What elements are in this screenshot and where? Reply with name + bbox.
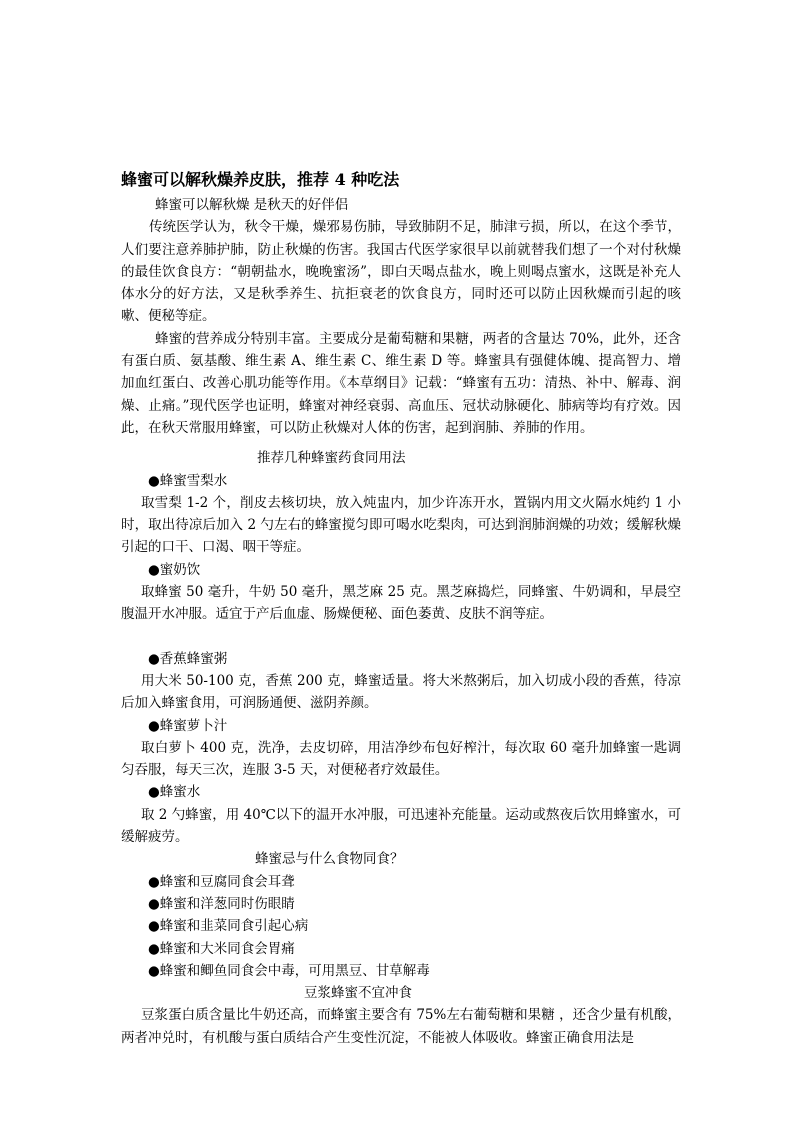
recipe-name: ●香蕉蜂蜜粥	[148, 650, 228, 667]
section-heading-avoid: 蜂蜜忌与什么食物同食？	[255, 851, 404, 868]
avoid-item: ●蜂蜜和鲫鱼同食会中毒，可用黑豆、甘草解毒	[148, 962, 430, 979]
avoid-item: ●蜂蜜和豆腐同食会耳聋	[148, 873, 295, 890]
recipe-text: 取雪梨 1-2 个，削皮去核切块，放入炖盅内，加少许冻开水，置锅内用文火隔水炖约 1 小时，取出待凉后加入 2 勺左右的蜂蜜搅匀即可喝水吃梨肉，可达到润肺润燥的功效；缓解秋燥引起的口干、口渴、咽干等症。	[121, 494, 681, 556]
avoid-item: ●蜂蜜和大米同食会胃痛	[148, 940, 295, 957]
recipe-name: ●蜂蜜萝卜汁	[148, 717, 228, 734]
document-body	[121, 166, 681, 1049]
article-title: 蜂蜜可以解秋燥养皮肤，推荐 4 种吃法	[121, 170, 400, 189]
recipe-name: ●蜂蜜水	[148, 784, 201, 801]
recipe-name: ●蜂蜜雪梨水	[148, 472, 228, 489]
avoid-item: ●蜂蜜和洋葱同时伤眼睛	[148, 895, 295, 912]
paragraph-2: 蜂蜜的营养成分特别丰富。主要成分是葡萄糖和果糖，两者的含量达 70%，此外，还含有蛋白质、氨基酸、维生素 A、维生素 C、维生素 D 等。蜂蜜具有强健体魄、提高智力、增加血红蛋白、改善心肌功能等作用。《本草纲目》记载：“蜂蜜有五功：清热、补中、解毒、润燥、止痛。”现代医学也证明，蜂蜜对神经衰弱、高血压、冠状动脉硬化、肺病等均有疗效。因此，在秋天常服用蜂蜜，可以防止秋燥对人体的伤害，起到润肺、养肺的作用。	[121, 330, 681, 436]
spacer	[121, 626, 681, 648]
recipe-name: ●蜜奶饮	[148, 561, 201, 578]
recipe-text: 取白萝卜 400 克，洗净，去皮切碎，用洁净纱布包好榨汁，每次取 60 毫升加蜂蜜一匙调匀吞服，每天三次，连服 3-5 天，对便秘者疗效最佳。	[121, 739, 681, 779]
paragraph-1: 传统医学认为，秋令干燥，燥邪易伤肺，导致肺阴不足，肺津亏损，所以，在这个季节，人们要注意养肺护肺，防止秋燥的伤害。我国古代医学家很早以前就替我们想了一个对付秋燥的最佳饮食良方：“朝朝盐水，晚晚蜜汤”，即白天喝点盐水，晚上则喝点蜜水，这既是补充人体水分的好方法，又是秋季养生、抗拒衰老的饮食良方，同时还可以防止因秋燥而引起的咳嗽、便秘等症。	[121, 219, 681, 325]
avoid-item: ●蜂蜜和韭菜同食引起心病	[148, 918, 309, 935]
spacer	[121, 439, 681, 447]
recipe-text: 用大米 50-100 克，香蕉 200 克，蜂蜜适量。将大米熬粥后，加入切成小段的香蕉，待凉后加入蜂蜜食用，可润肠通便、滋阴养颜。	[121, 672, 681, 712]
section-heading-recipes: 推荐几种蜂蜜药食同用法	[257, 450, 406, 467]
recipe-text: 取 2 勺蜂蜜，用 40℃以下的温开水冲服，可迅速补充能量。运动或熬夜后饮用蜂蜜水，可缓解疲劳。	[121, 806, 681, 846]
section-heading-soymilk: 豆浆蜂蜜不宜冲食	[304, 985, 412, 1002]
intro-heading: 蜂蜜可以解秋燥 是秋天的好伴侣	[155, 197, 349, 213]
soymilk-text: 豆浆蛋白质含量比牛奶还高，而蜂蜜主要含有 75%左右葡萄糖和果糖 ，还含少量有机酸，两者冲兑时，有机酸与蛋白质结合产生变性沉淀，不能被人体吸收。蜂蜜正确食用法是	[121, 1007, 681, 1046]
recipe-text: 取蜂蜜 50 毫升，牛奶 50 毫升，黑芝麻 25 克。黑芝麻捣烂，同蜂蜜、牛奶调和，早晨空腹温开水冲服。适宜于产后血虚、肠燥便秘、面色萎黄、皮肤不润等症。	[121, 584, 681, 623]
